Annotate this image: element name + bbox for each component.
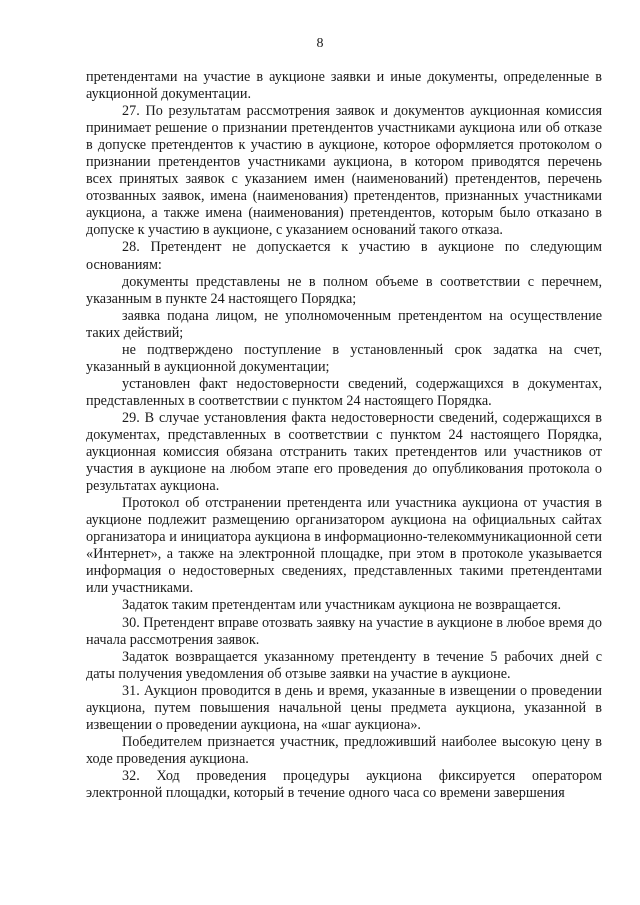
page-number: 8 — [316, 36, 324, 51]
paragraph-28: 28. Претендент не допускается к участию в аукционе по следующим основаниям: — [86, 239, 602, 273]
paragraph-27: 27. По результатам рассмотрения заявок и документов аукционная комиссия принимает решение о признании претендентов участниками аукциона или об отказе в допуске претендентов к участию в аукционе, которое оформляется протоколом о признании претендентов участниками аукциона, в котором приводятся перечень всех принятых заявок с указанием имен (наименований) претендентов, перечень отозванных заявок, имена (наименования) претендентов, признанных участниками аукциона, а также имена (наименования) претендентов, которым было отказано в допуске к участию в аукционе, с указанием оснований такого отказа. — [86, 103, 602, 239]
paragraph-continuation: претендентами на участие в аукционе заявки и иные документы, определенные в аукционной документации. — [86, 69, 602, 103]
document-body — [86, 69, 602, 802]
paragraph-30: 30. Претендент вправе отозвать заявку на участие в аукционе в любое время до начала рассмотрения заявок. — [86, 614, 602, 648]
list-item-false-information: установлен факт недостоверности сведений, содержащихся в документах, представленных в соответствии с пунктом 24 настоящего Порядка. — [86, 375, 602, 409]
paragraph-29: 29. В случае установления факта недостоверности сведений, содержащихся в документах, представленных в соответствии с пунктом 24 настоящего Порядка, аукционная комиссия обязана отстранить таких претендентов или участников от участия в аукционе на любом этапе его проведения до опубликования протокола о результатах аукциона. — [86, 409, 602, 495]
list-item-deposit-not-confirmed: не подтверждено поступление в установленный срок задатка на счет, указанный в аукционной документации; — [86, 341, 602, 375]
paragraph-deposit-not-returned: Задаток таким претендентам или участникам аукциона не возвращается. — [122, 597, 562, 614]
list-item-unauthorized-person: заявка подана лицом, не уполномоченным претендентом на осуществление таких действий; — [86, 307, 602, 341]
paragraph-removal-protocol: Протокол об отстранении претендента или участника аукциона от участия в аукционе подлежит размещению организатором аукциона на официальных сайтах организатора и инициатора аукциона в информационно-телекоммуникационной сети «Интернет», а также на электронной площадке, при этом в протоколе указывается информация о недостоверных сведениях, представленных такими претендентами или участниками. — [86, 495, 602, 597]
paragraph-deposit-returned: Задаток возвращается указанному претенденту в течение 5 рабочих дней с даты получения уведомления об отзыве заявки на участие в аукционе. — [86, 648, 602, 682]
paragraph-32: 32. Ход проведения процедуры аукциона фиксируется оператором электронной площадки, который в течение одного часа со времени завершения — [86, 767, 602, 801]
list-item-incomplete-documents: документы представлены не в полном объеме в соответствии с перечнем, указанным в пункте 24 настоящего Порядка; — [86, 273, 602, 307]
paragraph-winner: Победителем признается участник, предложивший наиболее высокую цену в ходе проведения аукциона. — [86, 733, 602, 767]
paragraph-31: 31. Аукцион проводится в день и время, указанные в извещении о проведении аукциона, путем повышения начальной цены предмета аукциона, указанной в извещении о проведении аукциона, на «шаг аукциона». — [86, 682, 602, 733]
